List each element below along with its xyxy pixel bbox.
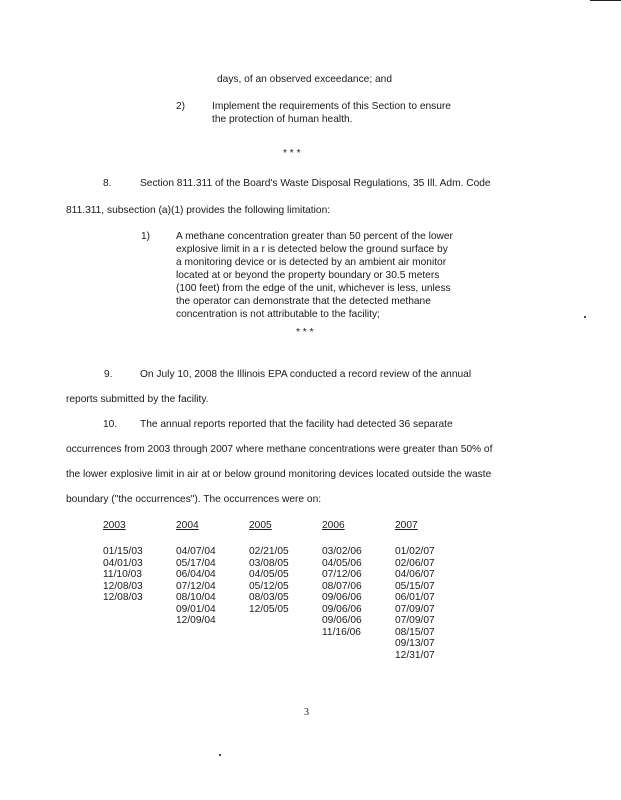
para-8-number: 8. [103,178,112,189]
date-entry: 01/15/03 [103,546,143,557]
date-entry: 04/07/04 [176,546,216,557]
para-10-line-4: boundary ("the occurrences"). The occurrences were on: [66,494,322,505]
date-entry: 05/17/04 [176,557,216,569]
date-entry: 04/06/07 [395,569,435,580]
date-entry: 12/08/03 [103,592,143,603]
date-entry: 11/16/06 [322,626,361,638]
date-entry: 12/09/04 [176,615,216,626]
date-entry: 02/06/07 [395,557,435,569]
date-entry: 07/12/04 [176,580,216,592]
date-entry: 12/31/07 [395,649,435,661]
date-entry: 02/21/05 [249,546,289,557]
para-9-line-1: On July 10, 2008 the Illinois EPA conducted a record review of the annual [140,369,472,380]
date-entry: 01/02/07 [395,546,435,557]
quote-line: (100 feet) from the edge of the unit, whichever is less, unless [176,283,451,294]
date-entry: 07/09/07 [395,603,435,615]
year-header-2003: 2003 [103,520,126,531]
item-2-line: the protection of human health. [212,114,353,125]
dates-column-2003 [103,546,143,604]
dates-column-2004 [176,546,216,627]
para-10-line-2: occurrences from 2003 through 2007 where methane concentrations were greater than 50% of [66,444,493,455]
date-entry: 09/06/06 [322,603,362,615]
date-entry: 09/13/07 [395,638,435,649]
date-entry: 04/05/06 [322,557,362,569]
date-entry: 06/01/07 [395,592,435,603]
scan-speck [584,316,586,318]
date-entry: 12/05/05 [249,603,289,615]
quote-line: a monitoring device or is detected by an ambient air monitor [176,257,447,268]
date-entry: 03/08/05 [249,557,289,569]
page-number: 3 [304,707,309,718]
para-9-line-2: reports submitted by the facility. [66,394,209,405]
top-fragment: days, of an observed exceedance; and [217,74,393,85]
date-entry: 09/06/06 [322,592,362,603]
dates-column-2007 [395,546,435,661]
date-entry: 09/01/04 [176,603,216,615]
year-header-2007: 2007 [395,520,418,531]
date-entry: 09/06/06 [322,615,362,626]
date-entry: 12/08/03 [103,580,143,592]
year-header-2006: 2006 [322,520,345,531]
date-entry: 05/15/07 [395,580,435,592]
date-entry: 04/05/05 [249,569,289,580]
para-8-line-1: Section 811.311 of the Board's Waste Disposal Regulations, 35 Ill. Adm. Code [140,178,491,189]
quote-line: located at or beyond the property boundary or 30.5 meters [176,270,440,281]
top-edge-rule [590,0,621,1]
item-2-line: Implement the requirements of this Section to ensure [212,101,451,112]
date-entry: 04/01/03 [103,557,143,569]
date-entry: 06/04/04 [176,569,216,580]
date-entry: 05/12/05 [249,580,289,592]
separator-2: * * * [296,327,314,338]
date-entry: 11/10/03 [103,569,142,580]
quoted-regulation [176,230,476,321]
separator: * * * [283,148,301,159]
para-10-number: 10. [103,419,118,430]
date-entry: 08/10/04 [176,592,216,603]
year-header-2004: 2004 [176,520,199,531]
date-entry: 08/03/05 [249,592,289,603]
quote-line: concentration is not attributable to the facility; [176,309,380,320]
quote-line: A methane concentration greater than 50 percent of the lower [176,231,453,242]
item-2-text [212,100,451,126]
para-10-line-3: the lower explosive limit in air at or below ground monitoring devices located outside the waste [66,469,492,480]
para-10-line-1: The annual reports reported that the facility had detected 36 separate [140,419,453,430]
quote-line: the operator can demonstrate that the detected methane [176,296,431,307]
para-8-line-2: 811.311, subsection (a)(1) provides the following limitation: [66,205,331,216]
dates-column-2006 [322,546,362,638]
para-9-number: 9. [104,369,113,380]
date-entry: 03/02/06 [322,546,362,557]
quote-line: explosive limit in a r is detected below the ground surface by [176,244,448,255]
item-2-number: 2) [176,101,186,112]
date-entry: 08/07/06 [322,580,362,592]
date-entry: 08/15/07 [395,626,435,638]
date-entry: 07/09/07 [395,615,435,626]
dates-column-2005 [249,546,289,615]
date-entry: 07/12/06 [322,569,362,580]
year-header-2005: 2005 [249,520,272,531]
quote-number: 1) [141,231,151,242]
scan-speck [219,754,221,756]
